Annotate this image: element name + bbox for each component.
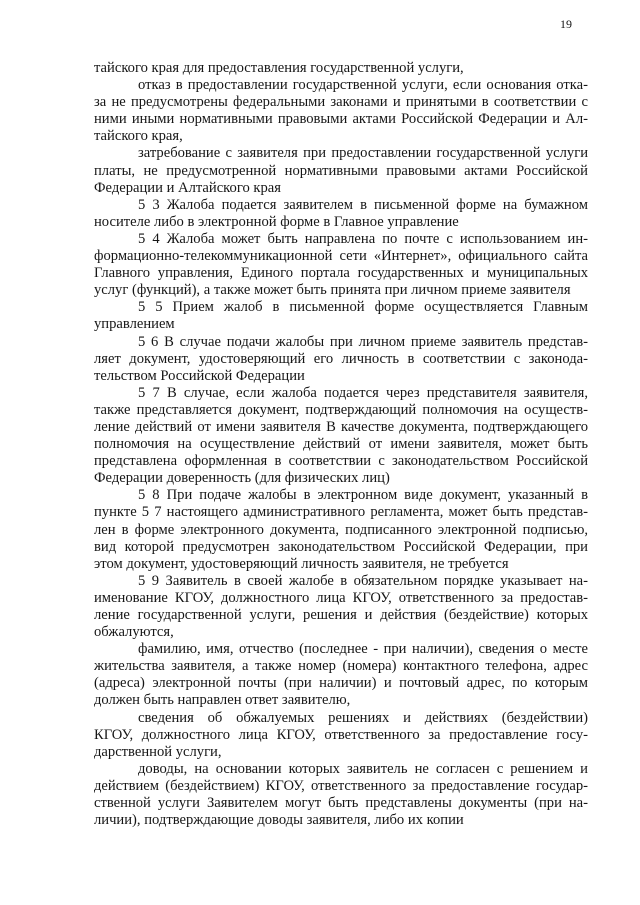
text-line: КГОУ, должностного лица КГОУ, ответственного за предоставление госу- [94, 726, 588, 743]
text-line: 5 6 В случае подачи жалобы при личном приеме заявитель представ- [138, 333, 588, 350]
text-line: полномочия на осуществление действий от имени заявителя, может быть [94, 436, 588, 453]
text-line: вид которой предусмотрен законодательством Российской Федерации, при [94, 538, 588, 555]
text-line: тайского края для предоставления государственной услуги, [94, 60, 464, 76]
text-line: сведения об обжалуемых решениях и действиях (бездействии) [138, 709, 588, 726]
text-line: затребование с заявителя при предоставлении государственной услуги [138, 145, 588, 162]
text-line: ними иными нормативными правовыми актами Российской Федерации и Ал- [94, 111, 588, 128]
text-line: доводы, на основании которых заявитель не согласен с решением и [138, 760, 588, 777]
text-line: за не предусмотрены федеральными законами и принятыми в соответствии с [94, 94, 588, 111]
text-line: лен в форме электронного документа, подписанного электронной подписью, [94, 521, 588, 538]
text-line: именование КГОУ, должностного лица КГОУ, ответственного за предостав- [94, 589, 588, 606]
text-line: (адреса) электронной почты (при наличии) и почтовый адрес, по которым [94, 675, 588, 692]
text-line: пункте 5 7 настоящего административного регламента, может быть представ- [94, 504, 588, 521]
text-line: ление государственной услуги, решения и действия (бездействие) которых [94, 607, 588, 623]
text-line: также представляется документ, подтверждающий полномочия на осуществ- [94, 401, 588, 418]
text-line: должен быть направлен ответ заявителю, [94, 692, 351, 709]
text-line: Федерации и Алтайского края [94, 179, 281, 196]
text-line: Главного управления, Единого портала государственных и муниципальных [94, 265, 588, 282]
text-line: дарственной услуги, [94, 743, 222, 760]
text-line: 5 5 Прием жалоб в письменной форме осуществляется Главным [138, 299, 588, 316]
text-line: Федерации доверенность (для физических лиц) [94, 470, 390, 487]
text-line: 5 3 Жалоба подается заявителем в письменной форме на бумажном [138, 196, 588, 213]
text-line: 5 9 Заявитель в своей жалобе в обязательном порядке указывает на- [138, 572, 588, 589]
text-line: управлением [94, 316, 175, 333]
text-line: действием (бездействием) КГОУ, ответственного за предоставление государ- [94, 777, 588, 794]
document-body [94, 60, 588, 829]
text-line: тельством Российской Федерации [94, 367, 305, 384]
text-line: жительства заявителя, а также номер (номера) контактного телефона, адрес [94, 658, 588, 675]
text-line: личии), подтверждающие доводы заявителя, либо их копии [94, 812, 464, 829]
text-line: ляет документ, удостоверяющий его личность в соответствии с законода- [94, 350, 588, 367]
text-line: ственной услуги Заявителем могут быть представлены документы (при на- [94, 795, 588, 812]
text-line: 5 7 В случае, если жалоба подается через представителя заявителя, [138, 384, 588, 401]
text-line: носителе либо в электронной форме в Главное управление [94, 213, 459, 230]
text-line: фамилию, имя, отчество (последнее - при наличии), сведения о месте [138, 641, 588, 658]
text-line: услуг (функций), а также может быть принята при личном приеме заявителя [94, 282, 571, 299]
text-line: представлена оформленная в соответствии с законодательством Российской [94, 453, 588, 470]
text-line: платы, не предусмотренной нормативными правовыми актами Российской [94, 162, 588, 179]
page-number: 19 [560, 17, 572, 31]
text-line: тайского края, [94, 128, 183, 145]
text-line: отказ в предоставлении государственной услуги, если основания отка- [138, 77, 588, 94]
text-line: формационно-телекоммуникационной сети «Интернет», официального сайта [94, 248, 588, 265]
text-line: 5 4 Жалоба может быть направлена по почте с использованием ин- [138, 230, 588, 247]
text-line: ление действий от имени заявителя В качестве документа, подтверждающего [94, 418, 588, 435]
text-line: 5 8 При подаче жалобы в электронном виде документ, указанный в [138, 487, 588, 504]
text-line: обжалуются, [94, 624, 174, 641]
text-line: этом документ, удостоверяющий личность заявителя, не требуется [94, 555, 509, 572]
